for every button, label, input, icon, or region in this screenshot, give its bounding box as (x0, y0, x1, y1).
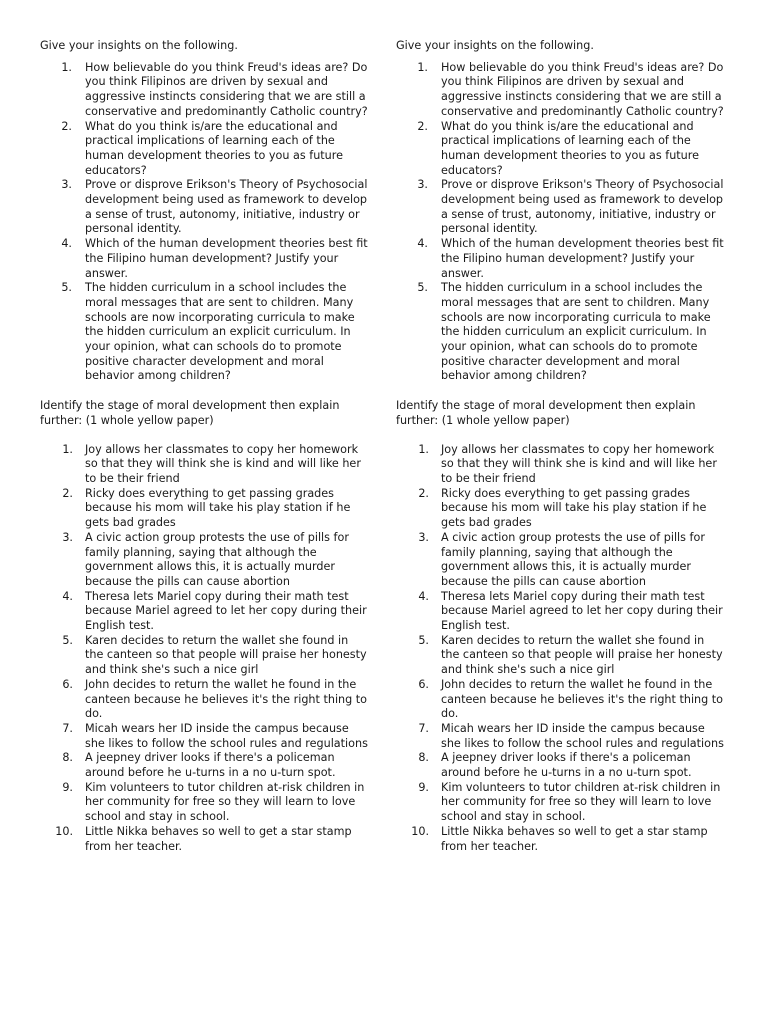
situation-text: A jeepney driver looks if there's a policeman around before he u-turns in a no u-turn spot. (441, 751, 692, 780)
situation-text: Micah wears her ID inside the campus because she likes to follow the school rules and regulations (441, 721, 724, 750)
question-number: 2. (417, 119, 428, 133)
question-item (396, 281, 726, 384)
question-number: 5. (61, 281, 72, 295)
situation-text: Kim volunteers to tutor children at-risk children in her community for free so they will learn to love school and stay in school. (85, 780, 365, 824)
right-column (396, 39, 726, 854)
situation-text: Karen decides to return the wallet she found in the canteen so that people will praise her honesty and think she's such a nice girl (85, 633, 367, 677)
situation-number: 4. (418, 589, 429, 603)
question-text: Prove or disprove Erikson's Theory of Psychosocial development being used as framework to develop a sense of trust, autonomy, initiative, industry or personal identity. (441, 178, 724, 236)
situation-item (40, 678, 370, 722)
situation-number: 4. (62, 589, 73, 603)
situation-number: 6. (62, 677, 73, 691)
situation-text: A jeepney driver looks if there's a policeman around before he u-turns in a no u-turn spot. (85, 751, 336, 780)
question-number: 5. (417, 281, 428, 295)
situation-item (396, 751, 726, 780)
situation-number: 9. (418, 780, 429, 794)
situation-item (396, 722, 726, 751)
situation-text: Little Nikka behaves so well to get a star stamp from her teacher. (85, 824, 352, 853)
question-text: What do you think is/are the educational and practical implications of learning each of the human development theories to you as future educators? (441, 119, 700, 177)
situation-number: 7. (62, 721, 73, 735)
situation-number: 10. (55, 824, 73, 838)
situation-number: 5. (62, 633, 73, 647)
situation-item (40, 634, 370, 678)
situation-text: A civic action group protests the use of pills for family planning, saying that although the government allows this, it is actually murder because the pills can cause abortion (441, 530, 705, 588)
question-number: 3. (61, 178, 72, 192)
situation-number: 8. (418, 751, 429, 765)
situation-number: 10. (411, 824, 429, 838)
situation-text: John decides to return the wallet he found in the canteen because he believes it's the right thing to do. (85, 677, 368, 721)
situation-number: 8. (62, 751, 73, 765)
situation-item (40, 590, 370, 634)
moral-situation-list (396, 443, 726, 855)
situation-item (396, 443, 726, 487)
question-number: 1. (61, 60, 72, 74)
question-text: The hidden curriculum in a school includes the moral messages that are sent to children. Many schools are now incorporating curricula to make the hidden curriculum an explicit curriculum. In your opinion, what can schools do to promote positive character development and moral behavior among children? (441, 281, 711, 383)
situation-text: Theresa lets Mariel copy during their math test because Mariel agreed to let her copy during their English test. (441, 589, 723, 633)
question-item (396, 120, 726, 179)
situation-number: 9. (62, 780, 73, 794)
question-item (40, 237, 370, 281)
question-item (396, 237, 726, 281)
situation-item (396, 781, 726, 825)
situation-item (396, 531, 726, 590)
situation-number: 3. (62, 530, 73, 544)
situation-number: 6. (418, 677, 429, 691)
situation-number: 7. (418, 721, 429, 735)
situation-item (40, 825, 370, 854)
question-text: What do you think is/are the educational and practical implications of learning each of the human development theories to you as future educators? (85, 119, 344, 177)
situation-text: A civic action group protests the use of pills for family planning, saying that although the government allows this, it is actually murder because the pills can cause abortion (85, 530, 349, 588)
moral-situation-list (40, 443, 370, 855)
question-text: How believable do you think Freud's ideas are? Do you think Filipinos are driven by sexual and aggressive instincts considering that we are still a conservative and predominantly Catholic country? (85, 60, 368, 118)
question-number: 4. (61, 237, 72, 251)
situation-text: Ricky does everything to get passing grades because his mom will take his play station if he gets bad grades (441, 486, 707, 530)
situation-number: 2. (62, 486, 73, 500)
situation-item (40, 751, 370, 780)
question-item (40, 61, 370, 120)
insights-question-list (396, 61, 726, 384)
left-column (40, 39, 370, 854)
insights-question-list (40, 61, 370, 384)
situation-item (396, 634, 726, 678)
situation-text: Kim volunteers to tutor children at-risk children in her community for free so they will learn to love school and stay in school. (441, 780, 721, 824)
situation-text: John decides to return the wallet he found in the canteen because he believes it's the right thing to do. (441, 677, 724, 721)
situation-number: 3. (418, 530, 429, 544)
situation-item (40, 443, 370, 487)
question-item (396, 61, 726, 120)
question-number: 3. (417, 178, 428, 192)
question-item (396, 178, 726, 237)
question-item (40, 178, 370, 237)
situation-text: Karen decides to return the wallet she found in the canteen so that people will praise her honesty and think she's such a nice girl (441, 633, 723, 677)
moral-development-heading: Identify the stage of moral development then explain further: (1 whole yellow paper) (396, 399, 696, 427)
question-number: 2. (61, 119, 72, 133)
situation-number: 5. (418, 633, 429, 647)
question-text: How believable do you think Freud's ideas are? Do you think Filipinos are driven by sexual and aggressive instincts considering that we are still a conservative and predominantly Catholic country? (441, 60, 724, 118)
situation-text: Theresa lets Mariel copy during their math test because Mariel agreed to let her copy during their English test. (85, 589, 367, 633)
situation-text: Little Nikka behaves so well to get a star stamp from her teacher. (441, 824, 708, 853)
situation-item (40, 781, 370, 825)
question-text: The hidden curriculum in a school includes the moral messages that are sent to children. Many schools are now incorporating curricula to make the hidden curriculum an explicit curriculum. In your opinion, what can schools do to promote positive character development and moral behavior among children? (85, 281, 355, 383)
situation-number: 2. (418, 486, 429, 500)
situation-number: 1. (62, 442, 73, 456)
situation-item (396, 487, 726, 531)
question-number: 1. (417, 60, 428, 74)
insights-heading: Give your insights on the following. (396, 39, 594, 52)
situation-item (396, 678, 726, 722)
situation-item (40, 531, 370, 590)
situation-text: Ricky does everything to get passing grades because his mom will take his play station if he gets bad grades (85, 486, 351, 530)
situation-text: Joy allows her classmates to copy her homework so that they will think she is kind and will like her to be their friend (441, 442, 717, 485)
question-number: 4. (417, 237, 428, 251)
situation-item (40, 722, 370, 751)
question-text: Prove or disprove Erikson's Theory of Psychosocial development being used as framework to develop a sense of trust, autonomy, initiative, industry or personal identity. (85, 178, 368, 236)
moral-development-heading: Identify the stage of moral development then explain further: (1 whole yellow paper) (40, 399, 340, 427)
question-text: Which of the human development theories best fit the Filipino human development? Justify your answer. (85, 237, 368, 280)
question-item (40, 120, 370, 179)
situation-text: Joy allows her classmates to copy her homework so that they will think she is kind and will like her to be their friend (85, 442, 361, 485)
question-item (40, 281, 370, 384)
question-text: Which of the human development theories best fit the Filipino human development? Justify your answer. (441, 237, 724, 280)
situation-item (396, 590, 726, 634)
insights-heading: Give your insights on the following. (40, 39, 238, 52)
situation-item (40, 487, 370, 531)
situation-text: Micah wears her ID inside the campus because she likes to follow the school rules and regulations (85, 721, 368, 750)
situation-item (396, 825, 726, 854)
situation-number: 1. (418, 442, 429, 456)
